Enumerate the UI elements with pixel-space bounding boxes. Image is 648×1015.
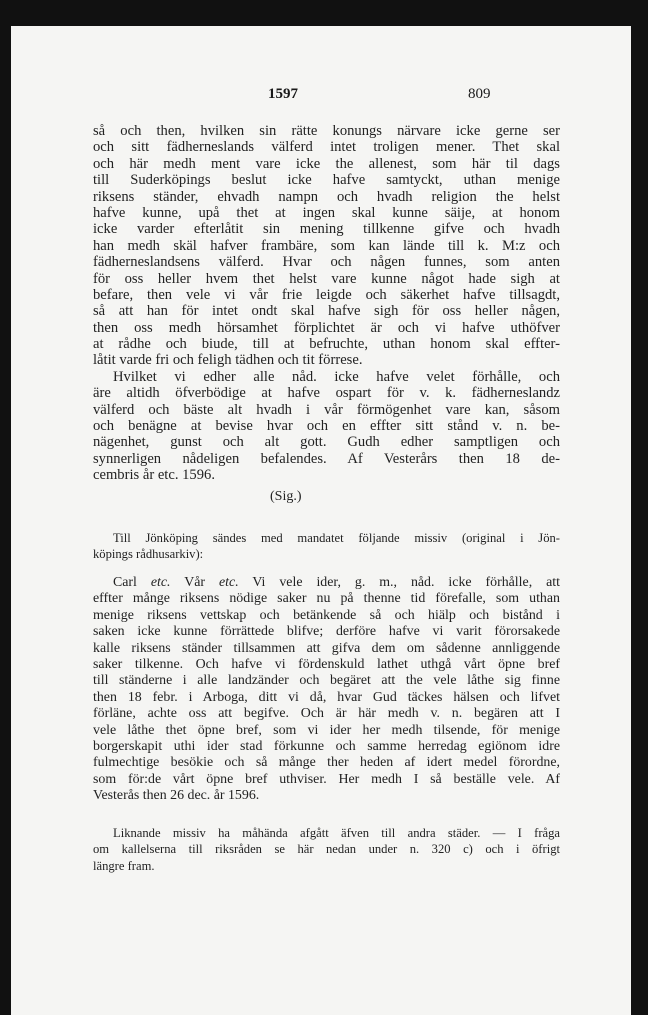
text-line: Vesterås then 26 dec. år 1596. bbox=[93, 788, 260, 804]
text-line: effter månge riksens nödige saker nu på thenne tid förefalle, som uthan bbox=[93, 591, 560, 607]
text-line: och här medh ment vare icke the allenest, som här til dags bbox=[93, 155, 560, 172]
text-line: nägenhet, gunst och alt gott. Gudh edher samptligen och bbox=[93, 434, 560, 451]
text-line: köpings rådhusarkiv): bbox=[93, 547, 204, 562]
text-line: synnerligen nådeligen befalendes. Af Vesterårs then 18 de- bbox=[93, 450, 560, 467]
text-line: menige riksens vettskap och betänkende så och hiälp och bistånd i bbox=[93, 607, 560, 623]
text-line: om kallelserna till riksråden se här nedan under n. 320 c) och i öfrigt bbox=[93, 842, 560, 857]
text-line: så att han för intet ondt skal hafve sigh för oss heller någen, bbox=[93, 303, 560, 320]
text-line: till Suderköpings beslut icke hafve samtyckt, uthan menige bbox=[93, 172, 560, 189]
text-line bbox=[93, 575, 560, 591]
text-line: välferd och bäste alt hvadh i vår förmögenhet vare kan, såsom bbox=[93, 401, 560, 418]
footnote bbox=[93, 825, 560, 874]
main-text bbox=[93, 123, 560, 484]
text-line: som för:de vårt öpne bref uthviser. Her medh I så beställe vele. Af bbox=[93, 771, 560, 787]
signature: (Sig.) bbox=[270, 489, 302, 504]
text-line: förläne, achte oss att begifve. Och är här medh v. n. begären att I bbox=[93, 706, 560, 722]
text-line: låtit varde fri och feligh tädhen och tit förrese. bbox=[93, 352, 363, 369]
text-segment: Vår bbox=[170, 575, 219, 590]
text-line: saken icke kunne förrättede blifve; derföre hafve vi varit förorsakede bbox=[93, 624, 560, 640]
text-line: icke varder efterlåtit sin mening tillkenne gifve och hvadh bbox=[93, 221, 560, 238]
text-line: vele låthe thet öpne bref, som vi ider her medh tilsende, för menige bbox=[93, 722, 560, 738]
text-line: kalle riksens ständer tillsammen att gifva dem om sådenne annliggende bbox=[93, 640, 560, 656]
text-line: saker tilkenne. Och hafve vi fördenskuld lathet uthgå vårt öpne bref bbox=[93, 656, 560, 672]
text-line: han medh skäl hafver frambäre, som kan lände till k. M:z och bbox=[93, 237, 560, 254]
text-line: cembris år etc. 1596. bbox=[93, 467, 215, 484]
text-line: at rådhe och biude, till at befruchte, uthan honom skal effter- bbox=[93, 336, 560, 353]
letter-text bbox=[93, 575, 560, 804]
text-line: för oss heller hvem thet helst vare kunne något hade sigh at bbox=[93, 270, 560, 287]
text-line: till ständerne i alle landzänder och begäret att the vele låthe sig finne bbox=[93, 673, 560, 689]
page-number: 809 bbox=[468, 86, 491, 102]
text-line: hafve kunne, upå thet at ingen skal kunne säije, at honom bbox=[93, 204, 560, 221]
text-line: fädherneslandsens välferd. Hvar och någen funnes, som anten bbox=[93, 254, 560, 271]
text-line: äre altidh öfverbödige at hafve ospart för v. k. fädherneslandz bbox=[93, 385, 560, 402]
text-segment-italic: etc. bbox=[150, 575, 171, 590]
running-head-year: 1597 bbox=[268, 86, 298, 102]
text-line: then oss medh hörsamhet förplichtet är och vi hafve uthöfver bbox=[93, 319, 560, 336]
text-segment: Carl bbox=[113, 575, 151, 590]
text-line: Liknande missiv ha måhända afgått äfven till andra städer. — I fråga bbox=[113, 826, 560, 840]
text-segment: Vi vele ider, g. m., nåd. icke förhålle, att bbox=[238, 575, 560, 590]
text-line: befare, then vele vi vår frie leigde och säkerhet hafve tillsagdt, bbox=[93, 286, 560, 303]
text-line: then 18 febr. i Arboga, ditt vi då, hvar Gud täckes hälsen och lifvet bbox=[93, 689, 560, 705]
text-line: och benägne at bevise hvar och en effter sitt stånd v. n. be- bbox=[93, 418, 560, 435]
text-line: och sitt fädherneslands välferd intet troligen mener. Thet skal bbox=[93, 139, 560, 156]
text-line: borgerskapit uthi ider stad förkunne och samme herredag egiönom idre bbox=[93, 738, 560, 754]
text-line: riksens ständer, ehvadh nampn och hvadh religion the helst bbox=[93, 188, 560, 205]
intro-note bbox=[93, 530, 560, 563]
text-line: Hvilket vi edher alle nåd. icke hafve velet förhålle, och bbox=[113, 368, 560, 385]
text-segment-italic: etc. bbox=[219, 575, 239, 590]
text-line: Till Jönköping sändes med mandatet följande missiv (original i Jön- bbox=[113, 531, 560, 545]
text-line: så och then, hvilken sin rätte konungs närvare icke gerne ser bbox=[93, 123, 560, 139]
text-line: fulmechtige besökie och så månge ther heden af idert medel förordne, bbox=[93, 755, 560, 771]
text-line: längre fram. bbox=[93, 858, 155, 873]
